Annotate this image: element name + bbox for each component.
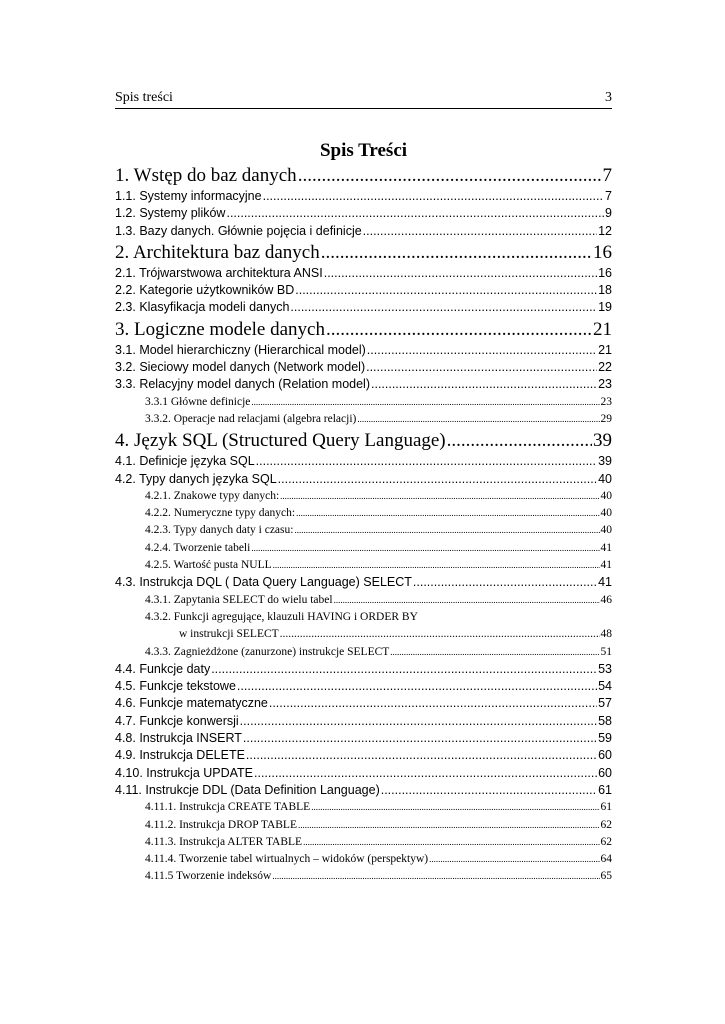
toc-entry-label: 3.3.2. Operacje nad relacjami (algebra relacji) (145, 412, 357, 425)
toc-entry-page: 59 (598, 731, 612, 746)
toc-leader-dots (237, 678, 597, 695)
toc-entry-level-2 (115, 376, 612, 393)
toc-leader-dots (381, 782, 597, 799)
toc-leader-dots (296, 505, 599, 522)
toc-entry-label: 3.3. Relacyjny model danych (Relation model) (115, 377, 370, 392)
toc-entry-page: 54 (598, 679, 612, 694)
toc-entry-label: 3.2. Sieciowy model danych (Network model) (115, 360, 366, 375)
toc-entry-label: 4.2.2. Numeryczne typy danych: (145, 507, 296, 520)
toc-entry-page: 60 (598, 748, 612, 763)
toc-entry-page: 64 (600, 853, 612, 866)
toc-entry-label: 4.5. Funkcje tekstowe (115, 679, 236, 694)
toc-leader-dots (246, 747, 597, 764)
toc-leader-dots (272, 868, 599, 885)
toc-leader-dots (240, 713, 597, 730)
toc-entry-page: 18 (598, 283, 612, 298)
toc-entry-label: 3.1. Model hierarchiczny (Hierarchical model) (115, 342, 366, 357)
toc-entry-level-2 (115, 713, 612, 730)
toc-entry-page: 58 (598, 713, 612, 728)
toc-entry-level-2 (115, 678, 612, 695)
toc-entry-level-2 (115, 188, 612, 205)
toc-leader-dots (226, 205, 604, 222)
toc-entry-level-2 (115, 342, 612, 359)
toc-entry-page: 19 (598, 300, 612, 315)
toc-entry-level-2 (115, 299, 612, 316)
toc-entry-label: 4.2.3. Typy danych daty i czasu: (145, 524, 294, 537)
toc-leader-dots (298, 817, 600, 834)
toc-entry-label: 1.2. Systemy plików (115, 206, 226, 221)
toc-entry-level-2 (115, 574, 612, 591)
header-page-number: 3 (605, 90, 612, 105)
toc-entry-level-2 (115, 765, 612, 782)
toc-entry-label: 4.11.1. Instrukcja CREATE TABLE (145, 801, 311, 814)
toc-entry-label: 1.1. Systemy informacyjne (115, 189, 262, 203)
toc-entry-label: 2.3. Klasyfikacja modeli danych (115, 300, 290, 315)
toc-entry-label: 2.2. Kategorie użytkowników BD (115, 283, 295, 298)
toc-entry-label: 4.11.3. Instrukcja ALTER TABLE (145, 835, 303, 848)
toc-title: Spis Treści (319, 140, 408, 161)
toc-entry-level-2 (115, 282, 612, 299)
toc-leader-dots (280, 626, 600, 643)
toc-entry-label: 4.11.4. Tworzenie tabel wirtualnych – widoków (perspektyw) (145, 853, 429, 866)
toc-entry-label: 4.3.1. Zapytania SELECT do wielu tabel (145, 593, 333, 606)
toc-entry-label: 4.3.2. Funkcji agregujące, klauzuli HAVING i ORDER BY (145, 610, 418, 623)
toc-entry-page: 41 (600, 541, 612, 554)
toc-entry-label: 4.3.3. Zagnieżdżone (zanurzone) instrukcje SELECT (145, 645, 390, 658)
toc-entry-level-2 (115, 359, 612, 376)
toc-leader-dots (321, 240, 592, 265)
toc-entry-level-3 (115, 592, 612, 609)
toc-entry-level-3 (115, 817, 612, 834)
toc-entry-label: 4.7. Funkcje konwersji (115, 713, 239, 728)
toc-leader-dots (390, 644, 599, 661)
toc-leader-dots (290, 299, 597, 316)
toc-entry-level-3 (115, 644, 612, 661)
page-header (115, 90, 612, 109)
toc-entry-page: 41 (598, 575, 612, 590)
toc-entry-level-2 (115, 747, 612, 764)
toc-entry-page: 62 (600, 818, 612, 831)
toc-entry-page: 40 (600, 489, 612, 502)
toc-entry-page: 9 (605, 206, 612, 221)
toc-leader-dots (311, 799, 599, 816)
toc-entry-label: 4.11.5 Tworzenie indeksów (145, 870, 272, 883)
toc-entry-page: 23 (598, 377, 612, 392)
toc-entry-label: 4.2.5. Wartość pusta NULL (145, 559, 272, 572)
toc-entry-level-2 (115, 205, 612, 222)
toc-entry-label: 1.3. Bazy danych. Głównie pojęcia i definicje (115, 223, 362, 238)
toc-entry-level-1 (115, 163, 612, 188)
toc-leader-dots (367, 342, 597, 359)
toc-entry-page: 53 (598, 661, 612, 676)
toc-entry-label: 4.11. Instrukcje DDL (Data Definition Language) (115, 782, 380, 797)
toc-entry-page: 48 (600, 628, 612, 641)
toc-entry-level-1 (115, 428, 612, 453)
toc-entry-continuation (145, 626, 612, 643)
toc-entry-level-3 (115, 609, 612, 644)
toc-entry-label: 4.2. Typy danych języka SQL (115, 471, 277, 486)
toc-leader-dots (251, 394, 599, 411)
toc-entry-page: 16 (593, 241, 612, 263)
toc-entry-level-1 (115, 317, 612, 342)
toc-leader-dots (413, 574, 597, 591)
toc-entry-page: 7 (605, 189, 612, 203)
toc-entry-page: 51 (600, 645, 612, 658)
toc-entry-page: 60 (598, 765, 612, 780)
toc-entry-page: 7 (602, 165, 612, 186)
toc-entry-page: 61 (598, 782, 612, 797)
toc-entry-page: 62 (600, 835, 612, 848)
toc-entry-page: 40 (598, 471, 612, 486)
toc-entry-page: 57 (598, 696, 612, 711)
toc-entry-page: 29 (600, 412, 612, 425)
toc-entry-page: 61 (600, 801, 612, 814)
toc-entry-page: 40 (600, 507, 612, 520)
toc-entry-page: 41 (600, 559, 612, 572)
toc-entry-page: 40 (600, 524, 612, 537)
toc-entry-level-3 (115, 557, 612, 574)
toc-leader-dots (269, 695, 597, 712)
toc-entry-page: 21 (593, 318, 612, 340)
toc-entry-level-2 (115, 265, 612, 282)
toc-entry-level-2 (115, 223, 612, 240)
toc-leader-dots (334, 592, 600, 609)
toc-leader-dots (298, 163, 602, 188)
toc-entry-page: 22 (598, 360, 612, 375)
toc-leader-dots (278, 471, 597, 488)
toc-entry-level-3 (115, 540, 612, 557)
toc-entry-page: 16 (598, 265, 612, 280)
toc-leader-dots (254, 765, 597, 782)
toc-leader-dots (295, 282, 597, 299)
toc-entry-label: 4.4. Funkcje daty (115, 661, 211, 676)
toc-leader-dots (256, 453, 597, 470)
toc-leader-dots (363, 223, 597, 240)
toc-leader-dots (326, 317, 592, 342)
header-section-title: Spis treści (115, 90, 173, 105)
toc-entry-label: 4.2.4. Tworzenie tabeli (145, 541, 251, 554)
toc-leader-dots (429, 851, 599, 868)
toc-entry-level-3 (115, 394, 612, 411)
toc-entry-level-3 (115, 522, 612, 539)
toc-leader-dots (303, 834, 599, 851)
toc-entry-level-2 (115, 453, 612, 470)
toc-entry-level-2 (115, 730, 612, 747)
toc-entry-page: 39 (598, 454, 612, 469)
toc-entry-level-1 (115, 240, 612, 265)
toc-entry-level-3 (115, 488, 612, 505)
toc-entry-label: 4.3. Instrukcja DQL ( Data Query Language) SELECT (115, 575, 412, 590)
toc-entry-label: 2. Architektura baz danych (115, 241, 320, 263)
toc-entry-level-3 (115, 868, 612, 885)
toc-entry-level-3 (115, 851, 612, 868)
toc-leader-dots (211, 661, 597, 678)
toc-entry-label: 3. Logiczne modele danych (115, 318, 325, 340)
toc-entry-label: 4.11.2. Instrukcja DROP TABLE (145, 818, 297, 831)
toc-entry-level-2 (115, 661, 612, 678)
toc-leader-dots (280, 488, 599, 505)
toc-entry-label: 4.6. Funkcje matematyczne (115, 696, 268, 711)
toc-entry-level-2 (115, 782, 612, 799)
table-of-contents (115, 163, 612, 886)
toc-entry-label: 2.1. Trójwarstwowa architektura ANSI (115, 265, 323, 280)
toc-leader-dots (447, 428, 592, 453)
toc-entry-label: 4.2.1. Znakowe typy danych: (145, 489, 280, 502)
toc-leader-dots (324, 265, 597, 282)
toc-entry-page: 12 (598, 223, 612, 238)
toc-entry-label: 3.3.1 Główne definicje (145, 395, 251, 408)
toc-leader-dots (273, 557, 600, 574)
toc-leader-dots (371, 376, 597, 393)
toc-leader-dots (243, 730, 597, 747)
toc-leader-dots (357, 411, 599, 428)
toc-entry-label: 4.10. Instrukcja UPDATE (115, 765, 254, 780)
toc-entry-label: 4.8. Instrukcja INSERT (115, 731, 242, 746)
toc-leader-dots (263, 188, 604, 205)
toc-entry-page: 65 (600, 870, 612, 883)
toc-entry-level-3 (115, 411, 612, 428)
toc-entry-label: 4.9. Instrukcja DELETE (115, 748, 245, 763)
toc-entry-level-2 (115, 695, 612, 712)
toc-entry-level-3 (115, 505, 612, 522)
toc-leader-dots (251, 540, 599, 557)
toc-entry-label: 1. Wstęp do baz danych (115, 165, 297, 186)
toc-entry-page: 39 (593, 430, 612, 452)
toc-entry-label: w instrukcji SELECT (179, 628, 279, 641)
toc-entry-level-2 (115, 471, 612, 488)
toc-entry-level-3 (115, 834, 612, 851)
toc-leader-dots (366, 359, 597, 376)
toc-entry-page: 46 (600, 593, 612, 606)
toc-entry-label: 4. Język SQL (Structured Query Language) (115, 430, 446, 452)
toc-entry-level-3 (115, 799, 612, 816)
toc-entry-page: 21 (598, 342, 612, 357)
toc-entry-label: 4.1. Definicje języka SQL (115, 454, 255, 469)
toc-entry-page: 23 (600, 395, 612, 408)
toc-leader-dots (294, 522, 599, 539)
